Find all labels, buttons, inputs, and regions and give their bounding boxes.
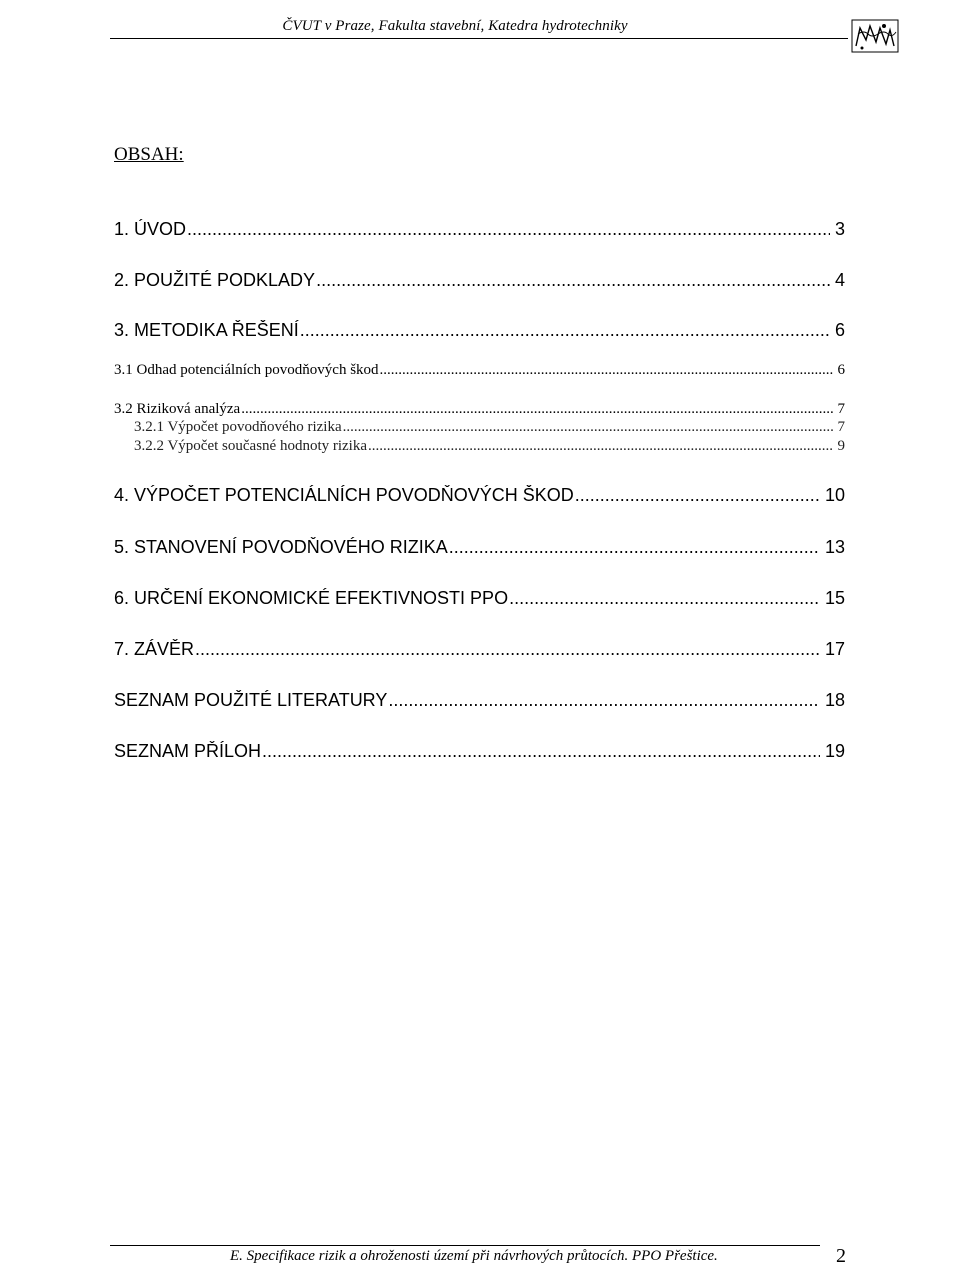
toc-entry-label: 3.2.2 Výpočet současné hodnoty rizika — [134, 438, 368, 454]
toc-heading: OBSAH: — [114, 144, 184, 165]
toc-entry-label: 1. ÚVOD — [114, 219, 187, 239]
toc-entry-uvod[interactable] — [114, 219, 845, 240]
toc-entry-label: 3.2 Riziková analýza — [114, 401, 241, 417]
toc-dot-leader — [343, 419, 833, 436]
toc-entry-stanoveni-rizika[interactable] — [114, 537, 845, 558]
toc-entry-rizikova-analyza[interactable] — [114, 401, 845, 418]
toc-dot-leader — [262, 741, 820, 762]
toc-entry-label: 3. METODIKA ŘEŠENÍ — [114, 320, 299, 340]
toc-entry-metodika-reseni[interactable] — [114, 320, 845, 341]
toc-entry-label: 2. POUŽITÉ PODKLADY — [114, 270, 316, 290]
toc-entry-page: 7 — [837, 401, 845, 417]
toc-entry-page: 6 — [837, 362, 845, 378]
toc-dot-leader — [575, 485, 820, 506]
toc-entry-ekonomicka-efektivnost[interactable] — [114, 588, 845, 609]
toc-entry-soucasna-hodnota[interactable] — [134, 438, 845, 455]
toc-dot-leader — [300, 320, 830, 341]
running-header: ČVUT v Praze, Fakulta stavební, Katedra hydrotechniky — [282, 18, 628, 34]
toc-entry-odhad-skod[interactable] — [114, 362, 845, 379]
page-number: 2 — [836, 1245, 846, 1267]
toc-entry-page: 19 — [824, 741, 845, 761]
toc-entry-literatura[interactable] — [114, 690, 845, 711]
toc-dot-leader — [187, 219, 830, 240]
toc-entry-page: 4 — [834, 270, 845, 290]
toc-dot-leader — [388, 690, 820, 711]
toc-dot-leader — [509, 588, 820, 609]
toc-entry-page: 6 — [834, 320, 845, 340]
toc-entry-label: 6. URČENÍ EKONOMICKÉ EFEKTIVNOSTI PPO — [114, 588, 509, 608]
toc-entry-page: 10 — [824, 485, 845, 505]
toc-entry-label: SEZNAM PŘÍLOH — [114, 741, 262, 761]
toc-dot-leader — [195, 639, 820, 660]
running-footer: E. Specifikace rizik a ohroženosti území při návrhových průtocích. PPO Přeštice. — [230, 1248, 718, 1264]
toc-entry-page: 7 — [837, 419, 845, 435]
footer-divider — [110, 1245, 820, 1246]
toc-entry-pouzite-podklady[interactable] — [114, 270, 845, 291]
toc-entry-page: 15 — [824, 588, 845, 608]
university-logo-icon — [850, 18, 900, 54]
toc-entry-prilohy[interactable] — [114, 741, 845, 762]
toc-dot-leader — [241, 401, 832, 418]
toc-entry-zaver[interactable] — [114, 639, 845, 660]
toc-entry-label: 5. STANOVENÍ POVODŇOVÉHO RIZIKA — [114, 537, 448, 557]
toc-entry-label: SEZNAM POUŽITÉ LITERATURY — [114, 690, 388, 710]
toc-dot-leader — [380, 362, 833, 379]
toc-entry-vypocet-rizika[interactable] — [134, 419, 845, 436]
toc-entry-label: 3.2.1 Výpočet povodňového rizika — [134, 419, 342, 435]
toc-entry-label: 4. VÝPOČET POTENCIÁLNÍCH POVODŇOVÝCH ŠKOD — [114, 485, 574, 505]
toc-entry-page: 9 — [837, 438, 845, 454]
toc-dot-leader — [368, 438, 832, 455]
toc-entry-label: 7. ZÁVĚR — [114, 639, 195, 659]
toc-entry-page: 17 — [824, 639, 845, 659]
toc-entry-page: 18 — [824, 690, 845, 710]
toc-entry-label: 3.1 Odhad potenciálních povodňových škod — [114, 362, 379, 378]
toc-entry-page: 3 — [834, 219, 845, 239]
toc-entry-page: 13 — [824, 537, 845, 557]
toc-dot-leader — [316, 270, 830, 291]
toc-entry-vypocet-skod[interactable] — [114, 485, 845, 506]
header-divider — [110, 38, 848, 39]
toc-dot-leader — [449, 537, 820, 558]
